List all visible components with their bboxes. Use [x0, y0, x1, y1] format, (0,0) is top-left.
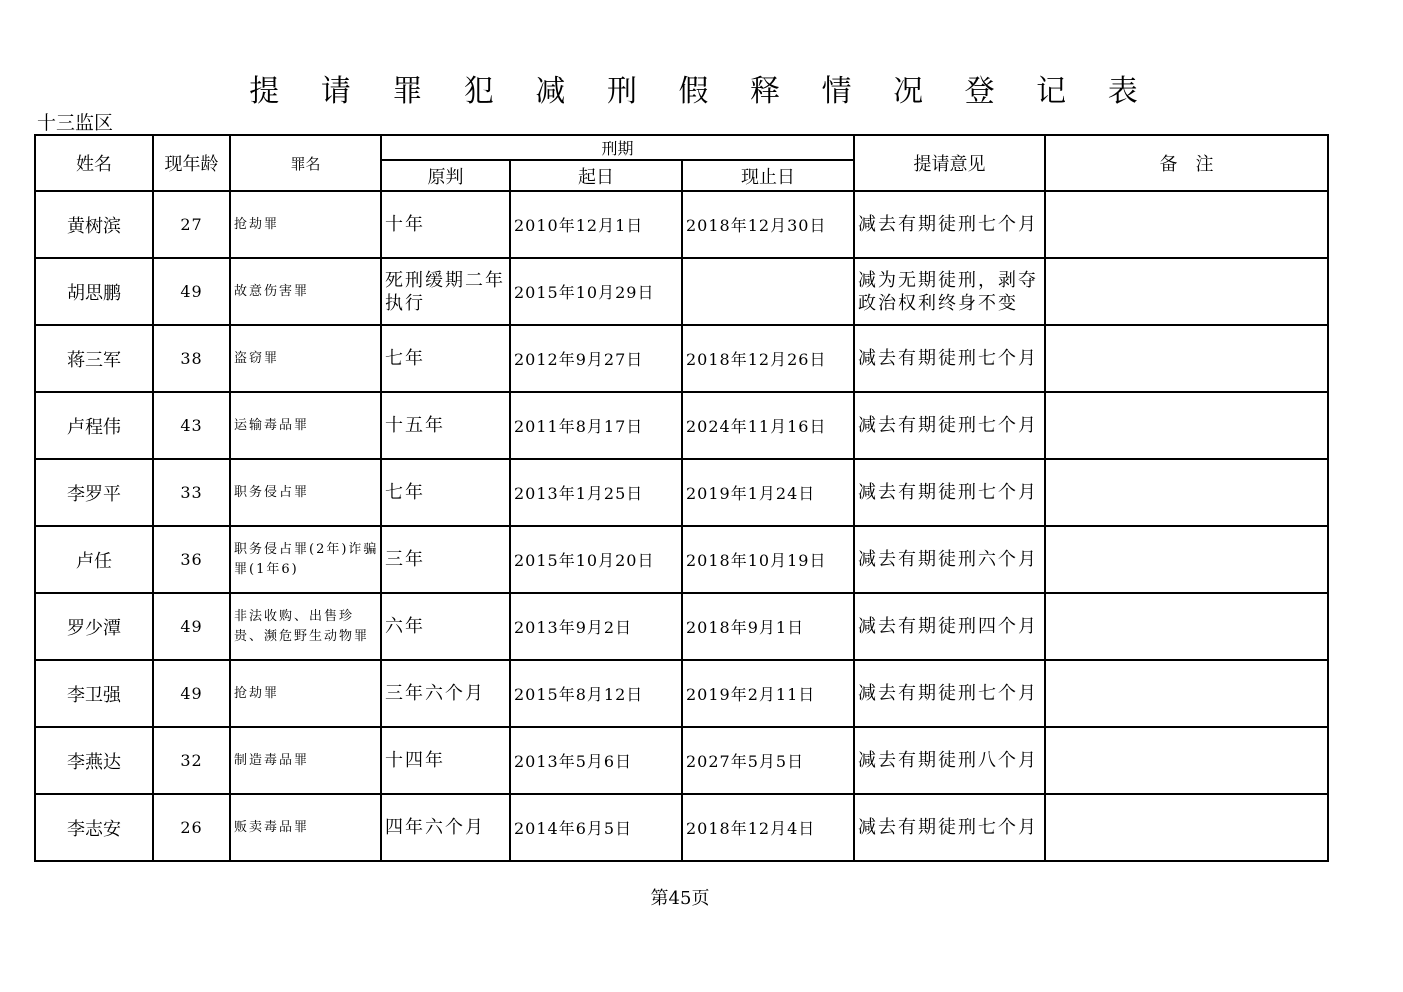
cell-end: 2018年12月4日 — [682, 794, 854, 861]
cell-crime: 故意伤害罪 — [230, 258, 381, 325]
cell-opinion: 减去有期徒刑七个月 — [854, 459, 1045, 526]
cell-crime: 制造毒品罪 — [230, 727, 381, 794]
cell-start: 2013年9月2日 — [510, 593, 682, 660]
cell-name: 罗少潭 — [35, 593, 153, 660]
cell-end — [682, 258, 854, 325]
cell-crime: 非法收购、出售珍贵、濒危野生动物罪 — [230, 593, 381, 660]
cell-name: 李卫强 — [35, 660, 153, 727]
cell-crime: 贩卖毒品罪 — [230, 794, 381, 861]
cell-age: 38 — [153, 325, 230, 392]
cell-end: 2018年12月30日 — [682, 191, 854, 258]
cell-age: 33 — [153, 459, 230, 526]
cell-name: 李燕达 — [35, 727, 153, 794]
cell-opinion: 减去有期徒刑七个月 — [854, 794, 1045, 861]
cell-opinion: 减去有期徒刑七个月 — [854, 191, 1045, 258]
cell-original: 十五年 — [381, 392, 510, 459]
cell-age: 32 — [153, 727, 230, 794]
cell-end: 2018年9月1日 — [682, 593, 854, 660]
header-row-1 — [35, 135, 1328, 160]
cell-age: 36 — [153, 526, 230, 593]
table-row — [35, 258, 1328, 325]
cell-opinion: 减去有期徒刑四个月 — [854, 593, 1045, 660]
table-row — [35, 325, 1328, 392]
cell-name: 李志安 — [35, 794, 153, 861]
table-row — [35, 526, 1328, 593]
table-row — [35, 660, 1328, 727]
cell-crime: 盗窃罪 — [230, 325, 381, 392]
header-remark: 备 注 — [1045, 135, 1328, 191]
header-start: 起日 — [510, 160, 682, 191]
header-original: 原判 — [381, 160, 510, 191]
cell-start: 2015年8月12日 — [510, 660, 682, 727]
cell-remark — [1045, 660, 1328, 727]
cell-name: 李罗平 — [35, 459, 153, 526]
cell-original: 六年 — [381, 593, 510, 660]
cell-age: 27 — [153, 191, 230, 258]
cell-crime: 职务侵占罪(2年)诈骗罪(1年6) — [230, 526, 381, 593]
cell-age: 26 — [153, 794, 230, 861]
header-crime: 罪名 — [230, 135, 381, 191]
cell-name: 卢程伟 — [35, 392, 153, 459]
cell-remark — [1045, 258, 1328, 325]
cell-name: 卢任 — [35, 526, 153, 593]
table-row — [35, 392, 1328, 459]
cell-end: 2024年11月16日 — [682, 392, 854, 459]
cell-original: 十四年 — [381, 727, 510, 794]
header-end: 现止日 — [682, 160, 854, 191]
cell-opinion: 减去有期徒刑六个月 — [854, 526, 1045, 593]
cell-name: 胡思鹏 — [35, 258, 153, 325]
cell-start: 2011年8月17日 — [510, 392, 682, 459]
cell-original: 十年 — [381, 191, 510, 258]
header-age: 现年龄 — [153, 135, 230, 191]
header-sentence-group: 刑期 — [381, 135, 854, 160]
cell-crime: 职务侵占罪 — [230, 459, 381, 526]
cell-end: 2019年2月11日 — [682, 660, 854, 727]
cell-remark — [1045, 191, 1328, 258]
cell-name: 蒋三军 — [35, 325, 153, 392]
cell-crime: 抢劫罪 — [230, 660, 381, 727]
cell-age: 49 — [153, 660, 230, 727]
cell-remark — [1045, 459, 1328, 526]
cell-start: 2012年9月27日 — [510, 325, 682, 392]
cell-opinion: 减去有期徒刑七个月 — [854, 660, 1045, 727]
cell-remark — [1045, 727, 1328, 794]
cell-original: 死刑缓期二年执行 — [381, 258, 510, 325]
table-row — [35, 191, 1328, 258]
cell-start: 2015年10月29日 — [510, 258, 682, 325]
cell-age: 43 — [153, 392, 230, 459]
cell-name: 黄树滨 — [35, 191, 153, 258]
cell-start: 2013年5月6日 — [510, 727, 682, 794]
cell-remark — [1045, 794, 1328, 861]
cell-start: 2015年10月20日 — [510, 526, 682, 593]
cell-end: 2027年5月5日 — [682, 727, 854, 794]
cell-original: 七年 — [381, 459, 510, 526]
header-opinion: 提请意见 — [854, 135, 1045, 191]
table-body — [35, 191, 1328, 861]
cell-end: 2018年10月19日 — [682, 526, 854, 593]
cell-remark — [1045, 325, 1328, 392]
table-row — [35, 459, 1328, 526]
cell-opinion: 减为无期徒刑，剥夺政治权利终身不变 — [854, 258, 1045, 325]
cell-opinion: 减去有期徒刑七个月 — [854, 325, 1045, 392]
cell-original: 七年 — [381, 325, 510, 392]
cell-remark — [1045, 392, 1328, 459]
page-title: 提 请 罪 犯 减 刑 假 释 情 况 登 记 表 — [249, 74, 1154, 109]
cell-start: 2013年1月25日 — [510, 459, 682, 526]
cell-opinion: 减去有期徒刑七个月 — [854, 392, 1045, 459]
cell-original: 三年六个月 — [381, 660, 510, 727]
cell-original: 四年六个月 — [381, 794, 510, 861]
cell-remark — [1045, 526, 1328, 593]
table-row — [35, 794, 1328, 861]
cell-opinion: 减去有期徒刑八个月 — [854, 727, 1045, 794]
cell-crime: 运输毒品罪 — [230, 392, 381, 459]
cell-start: 2010年12月1日 — [510, 191, 682, 258]
page-number: 第45页 — [650, 888, 710, 909]
header-name: 姓名 — [35, 135, 153, 191]
cell-end: 2019年1月24日 — [682, 459, 854, 526]
district-label: 十三监区 — [37, 112, 114, 134]
cell-remark — [1045, 593, 1328, 660]
cell-end: 2018年12月26日 — [682, 325, 854, 392]
table-row — [35, 593, 1328, 660]
register-table — [34, 134, 1329, 862]
cell-start: 2014年6月5日 — [510, 794, 682, 861]
table-row — [35, 727, 1328, 794]
cell-age: 49 — [153, 593, 230, 660]
cell-crime: 抢劫罪 — [230, 191, 381, 258]
cell-original: 三年 — [381, 526, 510, 593]
cell-age: 49 — [153, 258, 230, 325]
